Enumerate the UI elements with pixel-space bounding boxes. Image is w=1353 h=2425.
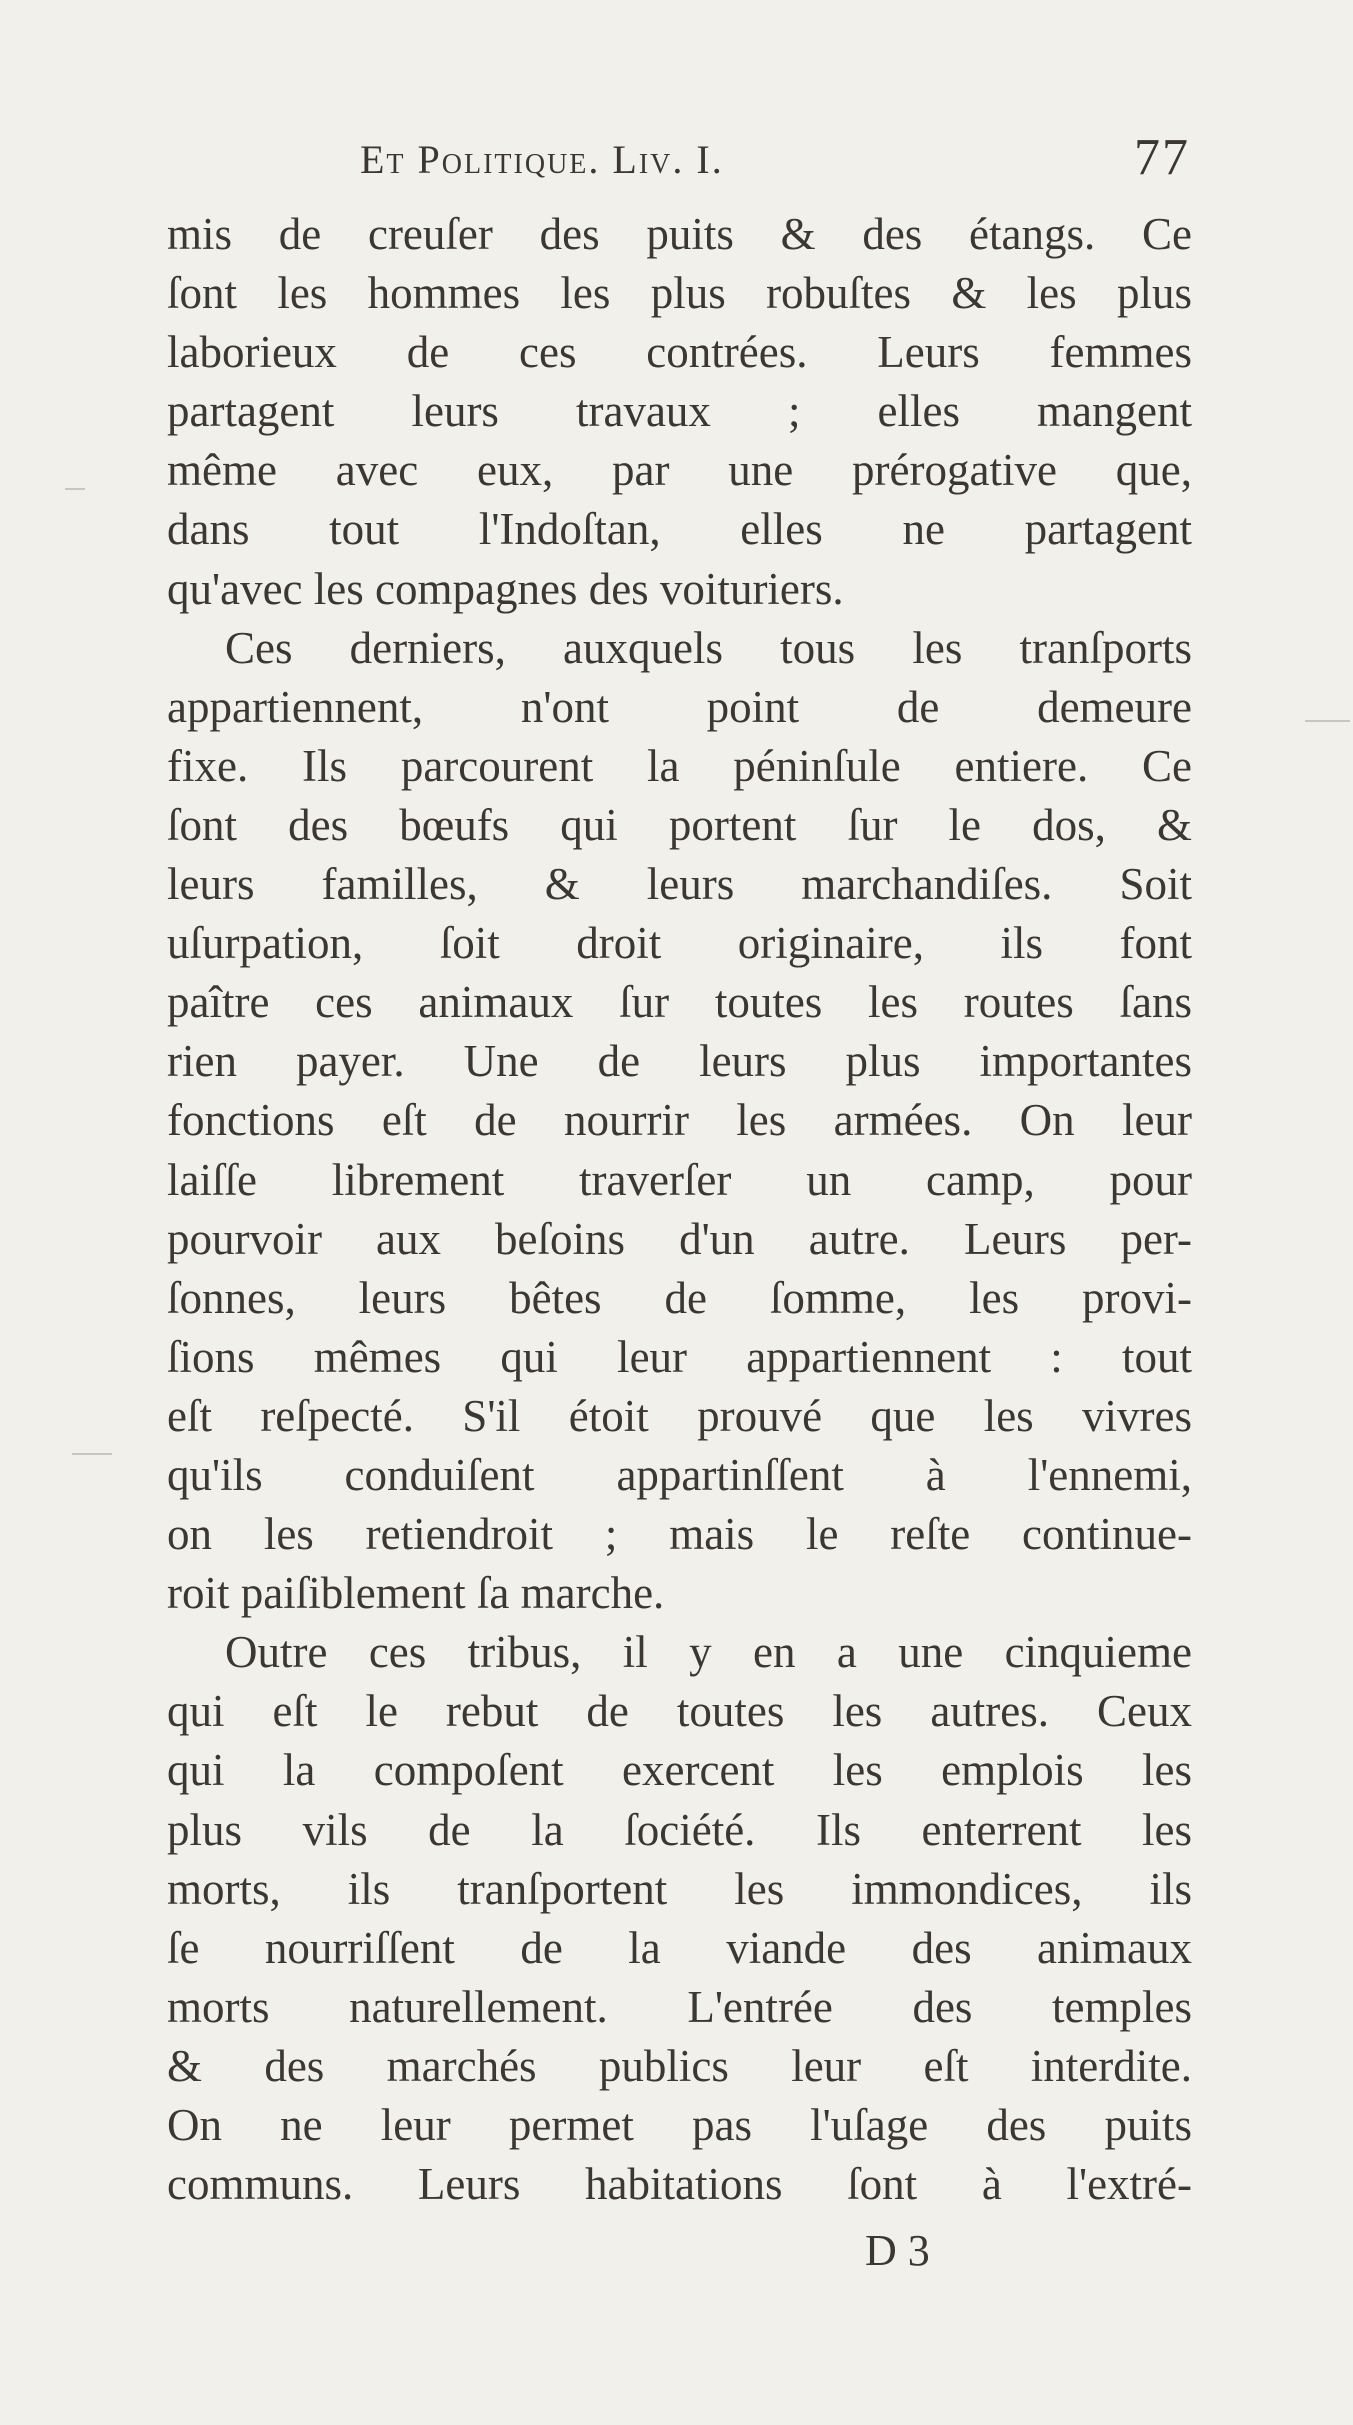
text-line: roit paiſiblement ſa marche. <box>167 1568 665 1619</box>
text-line: pourvoir aux beſoins d'un autre. Leurs per- <box>167 1213 1192 1264</box>
text-line: fonctions eſt de nourrir les armées. On leur <box>167 1095 1192 1146</box>
text-line: plus vils de la ſociété. Ils enterrent les <box>167 1804 1192 1855</box>
text-line: qu'ils conduiſent appartinſſent à l'ennemi, <box>167 1449 1192 1500</box>
text-line: morts naturellement. L'entrée des temples <box>167 1981 1192 2032</box>
running-title: Et Politique. Liv. I. <box>360 137 724 182</box>
text-line: & des marchés publics leur eſt interdite. <box>167 2040 1192 2091</box>
margin-mark <box>65 488 85 490</box>
text-line: uſurpation, ſoit droit originaire, ils font <box>167 918 1192 969</box>
text-line: appartiennent, n'ont point de demeure <box>167 681 1192 732</box>
text-line: On ne leur permet pas l'uſage des puits <box>167 2100 1192 2150</box>
text-line: communs. Leurs habitations ſont à l'extré- <box>167 2159 1192 2210</box>
text-line: laborieux de ces contrées. Leurs femmes <box>167 327 1192 378</box>
page-number: 77 <box>1134 129 1190 186</box>
text-line: qu'avec les compagnes des voituriers. <box>167 563 844 614</box>
text-line: même avec eux, par une prérogative que, <box>167 445 1192 496</box>
text-line: rien payer. Une de leurs plus importantes <box>167 1036 1192 1087</box>
text-line: qui la compoſent exercent les emplois les <box>167 1745 1192 1796</box>
text-line: ſe nourriſſent de la viande des animaux <box>167 1922 1192 1973</box>
margin-mark <box>1305 720 1350 722</box>
text-line: ſont les hommes les plus robuſtes & les plus <box>167 268 1192 319</box>
running-header <box>360 128 1190 188</box>
text-line: Ces derniers, auxquels tous les tranſports <box>225 622 1192 673</box>
page-body-text <box>167 205 1192 2214</box>
text-line: mis de creuſer des puits & des étangs. Ce <box>167 209 1192 259</box>
text-line: eſt reſpecté. S'il étoit prouvé que les vivres <box>167 1390 1192 1441</box>
text-line: dans tout l'Indoſtan, elles ne partagent <box>167 504 1192 555</box>
text-line: ſonnes, leurs bêtes de ſomme, les provi- <box>167 1272 1192 1323</box>
text-line: leurs familles, & leurs marchandiſes. Soit <box>167 859 1192 910</box>
margin-mark <box>72 1453 112 1455</box>
text-line: Outre ces tribus, il y en a une cinquieme <box>225 1627 1192 1678</box>
text-line: fixe. Ils parcourent la péninſule entiere. Ce <box>167 740 1192 791</box>
text-line: paître ces animaux ſur toutes les routes ſans <box>167 977 1192 1028</box>
text-line: ſont des bœufs qui portent ſur le dos, & <box>167 799 1192 850</box>
text-line: ſions mêmes qui leur appartiennent : tout <box>167 1331 1192 1382</box>
signature-mark: D 3 <box>865 2226 930 2275</box>
text-line: morts, ils tranſportent les immondices, ils <box>167 1863 1192 1914</box>
text-line: partagent leurs travaux ; elles mangent <box>167 386 1192 437</box>
text-line: qui eſt le rebut de toutes les autres. Ceux <box>167 1686 1192 1737</box>
text-line: laiſſe librement traverſer un camp, pour <box>167 1154 1192 1205</box>
text-line: on les retiendroit ; mais le reſte continue- <box>167 1509 1192 1560</box>
